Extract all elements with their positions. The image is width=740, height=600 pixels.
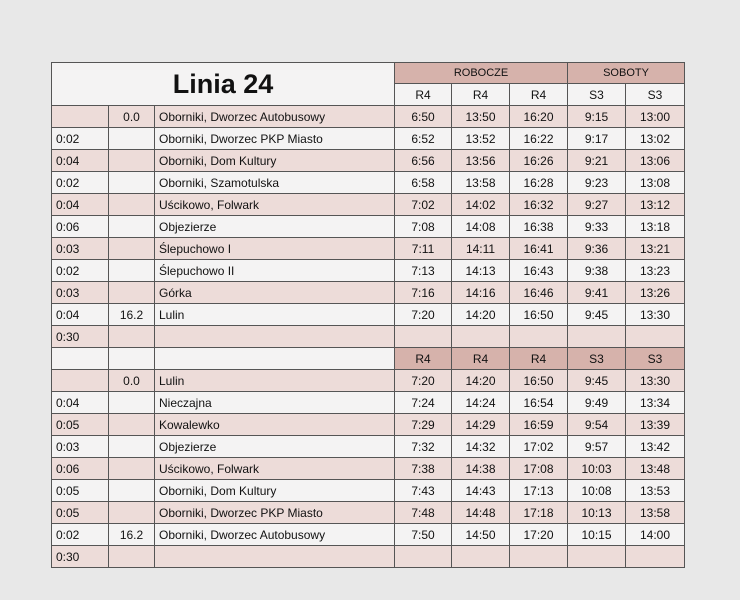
departure-time-cell: 7:38	[395, 458, 452, 480]
departure-time-cell: 14:00	[626, 524, 685, 546]
table-row	[52, 480, 685, 502]
departure-time-cell: 9:21	[568, 150, 626, 172]
departure-time-cell: 14:20	[452, 304, 510, 326]
table-row	[52, 458, 685, 480]
departure-time-cell: 13:58	[626, 502, 685, 524]
departure-time-cell: 9:54	[568, 414, 626, 436]
departure-time-cell: 7:24	[395, 392, 452, 414]
departure-time-cell: 14:24	[452, 392, 510, 414]
distance-cell: 0.0	[109, 106, 155, 128]
table-row	[52, 260, 685, 282]
run-header: R4	[510, 348, 568, 370]
departure-time-cell: 10:13	[568, 502, 626, 524]
departure-time-cell	[626, 326, 685, 348]
stop-name-cell: Górka	[155, 282, 395, 304]
stop-name-cell: Objezierze	[155, 216, 395, 238]
departure-time-cell: 16:54	[510, 392, 568, 414]
departure-time-cell: 16:59	[510, 414, 568, 436]
departure-time-cell: 13:06	[626, 150, 685, 172]
distance-cell	[109, 392, 155, 414]
departure-time-cell: 9:27	[568, 194, 626, 216]
travel-time-cell: 0:03	[52, 238, 109, 260]
departure-time-cell	[568, 546, 626, 568]
stop-name-cell: Oborniki, Dworzec Autobusowy	[155, 524, 395, 546]
departure-time-cell: 7:50	[395, 524, 452, 546]
travel-time-cell: 0:30	[52, 546, 109, 568]
departure-time-cell: 14:50	[452, 524, 510, 546]
distance-cell	[109, 546, 155, 568]
travel-time-cell: 0:02	[52, 260, 109, 282]
departure-time-cell: 6:52	[395, 128, 452, 150]
table-row	[52, 106, 685, 128]
run-header: S3	[626, 348, 685, 370]
group-header-workdays: ROBOCZE	[395, 63, 568, 84]
departure-time-cell: 13:08	[626, 172, 685, 194]
departure-time-cell: 13:52	[452, 128, 510, 150]
departure-time-cell	[452, 546, 510, 568]
departure-time-cell: 14:29	[452, 414, 510, 436]
departure-time-cell	[510, 546, 568, 568]
table-row	[52, 304, 685, 326]
travel-time-cell: 0:05	[52, 414, 109, 436]
table-row	[52, 128, 685, 150]
stop-name-cell: Oborniki, Dom Kultury	[155, 150, 395, 172]
departure-time-cell: 16:50	[510, 370, 568, 392]
departure-time-cell: 9:17	[568, 128, 626, 150]
departure-time-cell: 16:38	[510, 216, 568, 238]
departure-time-cell: 7:02	[395, 194, 452, 216]
distance-cell	[109, 238, 155, 260]
group-header-saturdays: SOBOTY	[568, 63, 685, 84]
travel-time-cell: 0:02	[52, 128, 109, 150]
departure-time-cell: 13:58	[452, 172, 510, 194]
departure-time-cell: 10:08	[568, 480, 626, 502]
run-header: S3	[568, 84, 626, 106]
table-row	[52, 216, 685, 238]
table-row	[52, 194, 685, 216]
distance-cell	[109, 436, 155, 458]
departure-time-cell: 13:48	[626, 458, 685, 480]
departure-time-cell: 13:02	[626, 128, 685, 150]
stop-name-cell: Oborniki, Szamotulska	[155, 172, 395, 194]
departure-time-cell: 16:32	[510, 194, 568, 216]
departure-time-cell: 13:50	[452, 106, 510, 128]
departure-time-cell: 16:41	[510, 238, 568, 260]
travel-time-cell: 0:05	[52, 502, 109, 524]
travel-time-cell	[52, 106, 109, 128]
run-header: R4	[452, 348, 510, 370]
departure-time-cell: 14:48	[452, 502, 510, 524]
timetable	[51, 62, 685, 568]
departure-time-cell: 17:02	[510, 436, 568, 458]
departure-time-cell: 13:42	[626, 436, 685, 458]
blank-cell	[155, 348, 395, 370]
departure-time-cell: 13:21	[626, 238, 685, 260]
travel-time-cell: 0:02	[52, 172, 109, 194]
run-header: R4	[395, 84, 452, 106]
travel-time-cell: 0:03	[52, 436, 109, 458]
distance-cell	[109, 194, 155, 216]
distance-cell	[109, 458, 155, 480]
stop-name-cell: Ślepuchowo I	[155, 238, 395, 260]
departure-time-cell: 16:22	[510, 128, 568, 150]
table-row	[52, 392, 685, 414]
departure-time-cell: 17:08	[510, 458, 568, 480]
departure-time-cell: 17:20	[510, 524, 568, 546]
departure-time-cell: 14:11	[452, 238, 510, 260]
departure-time-cell: 7:48	[395, 502, 452, 524]
distance-cell: 16.2	[109, 524, 155, 546]
departure-time-cell: 14:13	[452, 260, 510, 282]
table-row	[52, 150, 685, 172]
departure-time-cell: 10:03	[568, 458, 626, 480]
departure-time-cell	[568, 326, 626, 348]
travel-time-cell: 0:06	[52, 216, 109, 238]
travel-time-cell: 0:03	[52, 282, 109, 304]
distance-cell: 16.2	[109, 304, 155, 326]
departure-time-cell: 16:28	[510, 172, 568, 194]
blank-cell	[52, 348, 109, 370]
departure-time-cell	[626, 546, 685, 568]
table-row	[52, 282, 685, 304]
distance-cell	[109, 260, 155, 282]
departure-time-cell	[395, 546, 452, 568]
departure-time-cell: 9:49	[568, 392, 626, 414]
stop-name-cell: Lulin	[155, 370, 395, 392]
departure-time-cell: 13:23	[626, 260, 685, 282]
departure-time-cell: 7:16	[395, 282, 452, 304]
stop-name-cell: Uścikowo, Folwark	[155, 194, 395, 216]
table-row	[52, 414, 685, 436]
departure-time-cell: 9:45	[568, 370, 626, 392]
departure-time-cell: 14:43	[452, 480, 510, 502]
departure-time-cell: 13:39	[626, 414, 685, 436]
departure-time-cell: 9:38	[568, 260, 626, 282]
distance-cell	[109, 414, 155, 436]
departure-time-cell: 7:11	[395, 238, 452, 260]
distance-cell	[109, 128, 155, 150]
departure-time-cell: 13:00	[626, 106, 685, 128]
table-row	[52, 370, 685, 392]
run-header-row	[52, 348, 685, 370]
departure-time-cell: 13:12	[626, 194, 685, 216]
departure-time-cell: 16:43	[510, 260, 568, 282]
distance-cell	[109, 172, 155, 194]
departure-time-cell: 13:30	[626, 304, 685, 326]
stop-name-cell: Oborniki, Dworzec PKP Miasto	[155, 128, 395, 150]
stop-name-cell: Oborniki, Dom Kultury	[155, 480, 395, 502]
departure-time-cell: 16:26	[510, 150, 568, 172]
table-row	[52, 238, 685, 260]
table-row	[52, 172, 685, 194]
stop-name-cell	[155, 326, 395, 348]
departure-time-cell: 13:30	[626, 370, 685, 392]
run-header: R4	[510, 84, 568, 106]
departure-time-cell: 6:58	[395, 172, 452, 194]
departure-time-cell	[452, 326, 510, 348]
travel-time-cell: 0:05	[52, 480, 109, 502]
timetable-body	[52, 63, 685, 568]
departure-time-cell: 13:18	[626, 216, 685, 238]
timetable-sheet	[51, 62, 684, 564]
departure-time-cell: 7:29	[395, 414, 452, 436]
departure-time-cell: 14:38	[452, 458, 510, 480]
travel-time-cell: 0:02	[52, 524, 109, 546]
blank-cell	[109, 348, 155, 370]
departure-time-cell: 9:23	[568, 172, 626, 194]
departure-time-cell	[510, 326, 568, 348]
departure-time-cell: 14:02	[452, 194, 510, 216]
table-row	[52, 524, 685, 546]
travel-time-cell	[52, 370, 109, 392]
departure-time-cell: 14:16	[452, 282, 510, 304]
departure-time-cell: 7:08	[395, 216, 452, 238]
distance-cell	[109, 216, 155, 238]
distance-cell	[109, 502, 155, 524]
run-header: S3	[626, 84, 685, 106]
departure-time-cell: 9:45	[568, 304, 626, 326]
departure-time-cell: 17:13	[510, 480, 568, 502]
departure-time-cell: 16:50	[510, 304, 568, 326]
departure-time-cell: 16:20	[510, 106, 568, 128]
departure-time-cell: 7:20	[395, 370, 452, 392]
table-row	[52, 436, 685, 458]
travel-time-cell: 0:04	[52, 304, 109, 326]
departure-time-cell: 6:50	[395, 106, 452, 128]
travel-time-cell: 0:06	[52, 458, 109, 480]
departure-time-cell: 7:20	[395, 304, 452, 326]
departure-time-cell: 14:08	[452, 216, 510, 238]
table-row	[52, 326, 685, 348]
stop-name-cell: Lulin	[155, 304, 395, 326]
departure-time-cell: 10:15	[568, 524, 626, 546]
stop-name-cell: Kowalewko	[155, 414, 395, 436]
stop-name-cell: Ślepuchowo II	[155, 260, 395, 282]
stop-name-cell: Uścikowo, Folwark	[155, 458, 395, 480]
table-row	[52, 546, 685, 568]
departure-time-cell: 9:15	[568, 106, 626, 128]
departure-time-cell: 13:26	[626, 282, 685, 304]
travel-time-cell: 0:04	[52, 150, 109, 172]
departure-time-cell: 13:53	[626, 480, 685, 502]
departure-time-cell: 9:41	[568, 282, 626, 304]
travel-time-cell: 0:04	[52, 392, 109, 414]
departure-time-cell: 9:36	[568, 238, 626, 260]
run-header: R4	[452, 84, 510, 106]
departure-time-cell: 7:32	[395, 436, 452, 458]
stop-name-cell: Oborniki, Dworzec Autobusowy	[155, 106, 395, 128]
departure-time-cell: 13:56	[452, 150, 510, 172]
table-row	[52, 502, 685, 524]
travel-time-cell: 0:30	[52, 326, 109, 348]
departure-time-cell: 13:34	[626, 392, 685, 414]
departure-time-cell: 17:18	[510, 502, 568, 524]
stop-name-cell: Nieczajna	[155, 392, 395, 414]
page-title: Linia 24	[52, 63, 395, 106]
departure-time-cell: 16:46	[510, 282, 568, 304]
departure-time-cell: 14:20	[452, 370, 510, 392]
stop-name-cell: Objezierze	[155, 436, 395, 458]
departure-time-cell: 7:43	[395, 480, 452, 502]
distance-cell	[109, 326, 155, 348]
stop-name-cell: Oborniki, Dworzec PKP Miasto	[155, 502, 395, 524]
distance-cell	[109, 150, 155, 172]
departure-time-cell: 9:33	[568, 216, 626, 238]
run-header: R4	[395, 348, 452, 370]
departure-time-cell: 7:13	[395, 260, 452, 282]
travel-time-cell: 0:04	[52, 194, 109, 216]
distance-cell	[109, 480, 155, 502]
stop-name-cell	[155, 546, 395, 568]
departure-time-cell	[395, 326, 452, 348]
distance-cell: 0.0	[109, 370, 155, 392]
departure-time-cell: 9:57	[568, 436, 626, 458]
run-header: S3	[568, 348, 626, 370]
distance-cell	[109, 282, 155, 304]
departure-time-cell: 6:56	[395, 150, 452, 172]
departure-time-cell: 14:32	[452, 436, 510, 458]
